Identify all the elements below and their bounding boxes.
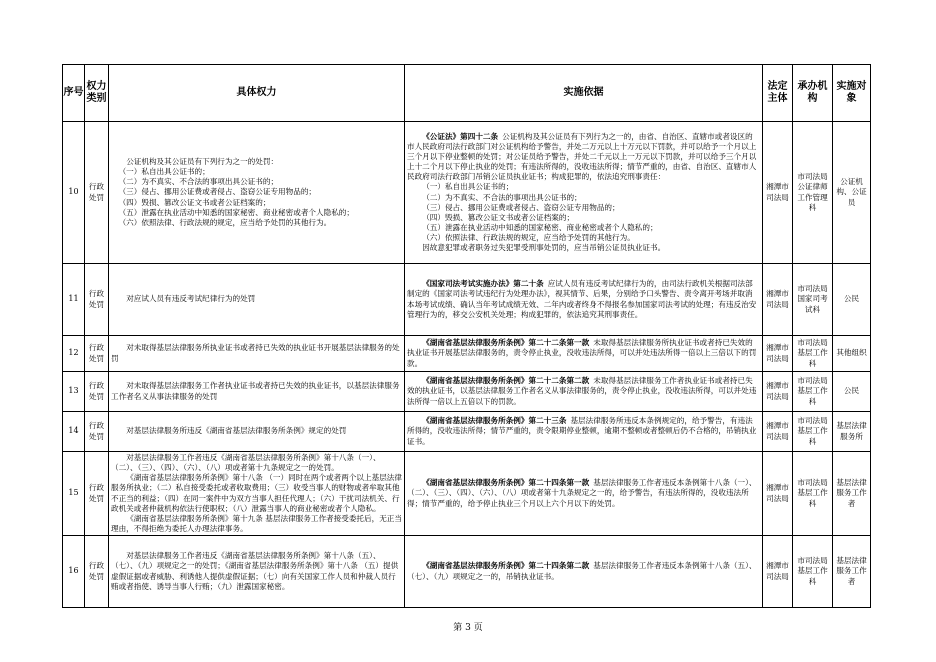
row-category: 行政处罚 [85, 452, 109, 536]
row-power [109, 412, 405, 452]
row-org: 市司法局基层工作科 [793, 336, 833, 372]
basis-line: （一）私自出具公证书的； [422, 182, 514, 192]
basis-line: （五）泄露在执业活动中知悉的国家秘密、商业秘密或者个人隐私的； [422, 222, 658, 232]
header-seq: 序号 [63, 65, 85, 122]
row-power [109, 536, 405, 608]
row-seq: 14 [63, 412, 85, 452]
basis-line: （四）毁损、篡改公证文书或者公证档案的； [422, 212, 575, 222]
basis-line: （六）依照法律、行政法规的规定，应当给予处罚的其他行为。 [422, 232, 635, 242]
basis-law-title: 《湖南省基层法律服务所条例》第二十四条第二款 [422, 561, 590, 571]
header-target: 实施对象 [833, 65, 871, 122]
header-basis: 实施依据 [405, 65, 763, 122]
basis-text: 基层法律服务工作者违反本条例第十八条（一）、（二）、（三）、（四）、（六）、（八）项或者第十九条规定之一的，给予警告，有违法所得的，没收违法所得；情节严重的，给予停止执业三个月以上六个月以下的处罚。 [407, 478, 757, 508]
row-org: 市司法局基层工作科 [793, 372, 833, 412]
row-power [109, 336, 405, 372]
row-subject: 湘潭市司法局 [763, 264, 793, 336]
row-category: 行政处罚 [85, 122, 109, 264]
row-target: 基层法律服务所 [833, 412, 871, 452]
basis-law-title: 《湖南省基层法律服务所条例》第二十三条 [422, 416, 567, 426]
row-power [109, 264, 405, 336]
power-line: 《湖南省基层法律服务所条例》第十八条 （一）同时在两个或者两个以上基层法律服务所执业；（二）私自接受委托或者收取费用；（三）收受当事人的财物或者牟取其他不正当的利益；（四）在同一案件中为双方当事人担任代理人；（六）干扰司法机关、行政机关或者仲裁机构依法行使职权；（八）泄露当事人的商业秘密或者个人隐私。 [111, 473, 402, 513]
power-line: 对未取得基层法律服务工作者执业证书或者持已失效的执业证书，以基层法律服务工作者名义从事法律服务的处罚 [111, 381, 400, 401]
basis-law-title: 《湖南省基层法律服务所条例》第二十二条第二款 [422, 376, 590, 386]
table-row [63, 122, 871, 264]
header-row [63, 65, 871, 122]
row-category: 行政处罚 [85, 264, 109, 336]
row-seq: 11 [63, 264, 85, 336]
basis-law-title: 《公证法》第四十二条 [422, 132, 499, 142]
row-target: 基层法律服务工作者 [833, 452, 871, 536]
table-row [63, 452, 871, 536]
row-subject: 湘潭市司法局 [763, 372, 793, 412]
power-line: （六）依照法律、行政法规的规定，应当给予处罚的其他行为。 [118, 217, 332, 227]
table-row [63, 372, 871, 412]
row-seq: 10 [63, 122, 85, 264]
basis-law-title: 《国家司法考试实施办法》第二十条 [422, 279, 544, 289]
row-seq: 16 [63, 536, 85, 608]
row-subject: 湘潭市司法局 [763, 336, 793, 372]
row-subject: 湘潭市司法局 [763, 412, 793, 452]
power-line: 对基层法律服务所违反《湖南省基层法律服务所条例》规定的处罚 [126, 426, 347, 436]
header-category: 权力类别 [85, 65, 109, 122]
basis-text: 公证机构及其公证员有下列行为之一的，由省、自治区、直辖市或者设区的市人民政府司法行政部门对公证机构给予警告，并处二万元以上十万元以下罚款，并可以给予一个月以上三个月以下停业整顿的处罚；对公证员给予警告，并处二千元以上一万元以下罚款，并可以给予三个月以上十二个月以下停止执业的处罚；有违法所得的，没收违法所得；情节严重的，由省、自治区、直辖市人民政府司法行政部门吊销公证员执业证书；构成犯罪的，依法追究刑事责任： [407, 132, 757, 182]
row-org: 市司法局基层工作科 [793, 536, 833, 608]
power-line: 对基层法律服务工作者违反《湖南省基层法律服务所条例》第十八条（一）、（二）、（三）、（四）、（六）、（八）项或者第十九条规定之一的处罚。 [111, 453, 381, 473]
power-line: 公证机构及其公证员有下列行为之一的处罚： [126, 157, 279, 167]
row-target: 其他组织 [833, 336, 871, 372]
row-org: 市司法局公证律师工作管理科 [793, 122, 833, 264]
power-list-table [62, 64, 871, 608]
row-org: 市司法局基层工作科 [793, 452, 833, 536]
row-target: 基层法律服务工作者 [833, 536, 871, 608]
power-line: （一）私自出具公证书的； [118, 167, 210, 177]
basis-line: 因故意犯罪或者职务过失犯罪受刑事处罚的，应当吊销公证员执业证书。 [422, 242, 666, 252]
row-org: 市司法局基层工作科 [793, 412, 833, 452]
row-seq: 15 [63, 452, 85, 536]
basis-text: 基层法律服务工作者违反本条例第十八条（五）、（七）、（九）项规定之一的，吊销执业证书。 [407, 561, 757, 581]
basis-text: 未取得基层法律服务工作者执业证书或者持已失效的执业证书，以基层法律服务工作者名义从事法律服务的，责令停止执业，没收违法所得，可以并处违法所得一倍以上五倍以下的罚款。 [407, 376, 757, 406]
row-seq: 13 [63, 372, 85, 412]
row-target: 公证机构、公证员 [833, 122, 871, 264]
row-category: 行政处罚 [85, 336, 109, 372]
table-row [63, 336, 871, 372]
row-category: 行政处罚 [85, 412, 109, 452]
row-seq: 12 [63, 336, 85, 372]
row-org: 市司法局国家司考试科 [793, 264, 833, 336]
basis-paragraph [407, 376, 760, 406]
row-target: 公民 [833, 264, 871, 336]
power-line: 《湖南省基层法律服务所条例》第十九条 基层法律服务工作者接受委托后，无正当理由，不得拒绝为委托人办理法律事务。 [111, 513, 402, 533]
power-line: （五）泄露在执业活动中知悉的国家秘密、商业秘密或者个人隐私的； [118, 207, 354, 217]
power-line: （三）侵占、挪用公证费或者侵占、盗窃公证专用物品的； [118, 187, 317, 197]
header-power: 具体权力 [109, 65, 405, 122]
basis-paragraph [407, 561, 760, 581]
page-footer: 第 3 页 [453, 623, 483, 633]
row-basis [405, 372, 763, 412]
row-subject: 湘潭市司法局 [763, 122, 793, 264]
basis-text: 未取得基层法律服务所执业证书或者持已失效的执业证书开展基层法律服务的，责令停止执业，没收违法所得，可以并处违法所得一倍以上三倍以下的罚款。 [407, 338, 757, 368]
header-subject: 法定主体 [763, 65, 793, 122]
row-subject: 湘潭市司法局 [763, 452, 793, 536]
basis-paragraph [407, 132, 760, 182]
basis-paragraph [407, 338, 760, 368]
basis-line: （三）侵占、挪用公证费或者侵占、盗窃公证专用物品的； [422, 202, 620, 212]
basis-law-title: 《湖南省基层法律服务所条例》第二十二条第一款 [422, 338, 590, 348]
basis-law-title: 《湖南省基层法律服务所条例》第二十四条第一款 [422, 478, 590, 488]
table-row [63, 536, 871, 608]
row-basis [405, 122, 763, 264]
basis-paragraph [407, 279, 760, 319]
power-line: 对基层法律服务工作者违反《湖南省基层法律服务所条例》第十八条（五）、（七）、（九）项规定之一的处罚；《湖南省基层法律服务所条例》第十八条 （五）提供虚假证据或者威胁、利诱他人提供虚假证据；（七）向有关国家工作人员和仲裁人员行贿或者指使、诱导当事人行贿；（九）泄露国家秘密。 [111, 551, 399, 591]
table-row [63, 264, 871, 336]
row-power [109, 122, 405, 264]
row-subject: 湘潭市司法局 [763, 536, 793, 608]
basis-paragraph [407, 416, 760, 446]
power-line: （四）毁损、篡改公证文书或者公证档案的； [118, 197, 271, 207]
row-power [109, 372, 405, 412]
basis-paragraph [407, 478, 760, 508]
basis-line: （二）为不真实、不合法的事项出具公证书的； [422, 192, 582, 202]
row-basis [405, 336, 763, 372]
row-category: 行政处罚 [85, 372, 109, 412]
table-row [63, 412, 871, 452]
row-basis [405, 412, 763, 452]
row-category: 行政处罚 [85, 536, 109, 608]
row-basis [405, 536, 763, 608]
row-power [109, 452, 405, 536]
basis-text: 应试人员有违反考试纪律行为的，由司法行政机关根据司法部制定的《国家司法考试违纪行为处理办法》，视其情节、后果，分别给予口头警告、责令离开考场并取消本场考试成绩、确认当年考试成绩无效、二年内或者终身不得报名参加国家司法考试的处理；有违反治安管理行为的，移交公安机关处理；构成犯罪的，依法追究其刑事责任。 [407, 279, 757, 319]
row-basis [405, 452, 763, 536]
header-org: 承办机构 [793, 65, 833, 122]
row-target: 公民 [833, 372, 871, 412]
power-line: （二）为不真实、不合法的事项出具公证书的； [118, 177, 279, 187]
power-line: 对未取得基层法律服务所执业证书或者持已失效的执业证书开展基层法律服务的处罚 [111, 343, 400, 363]
basis-text: 基层法律服务所违反本条例规定的，给予警告，有违法所得的，没收违法所得；情节严重的，责令限期停业整顿，逾期不整顿或者整顿后仍不合格的，吊销执业证书。 [407, 416, 757, 446]
power-line: 对应试人员有违反考试纪律行为的处罚 [126, 294, 256, 304]
row-basis [405, 264, 763, 336]
